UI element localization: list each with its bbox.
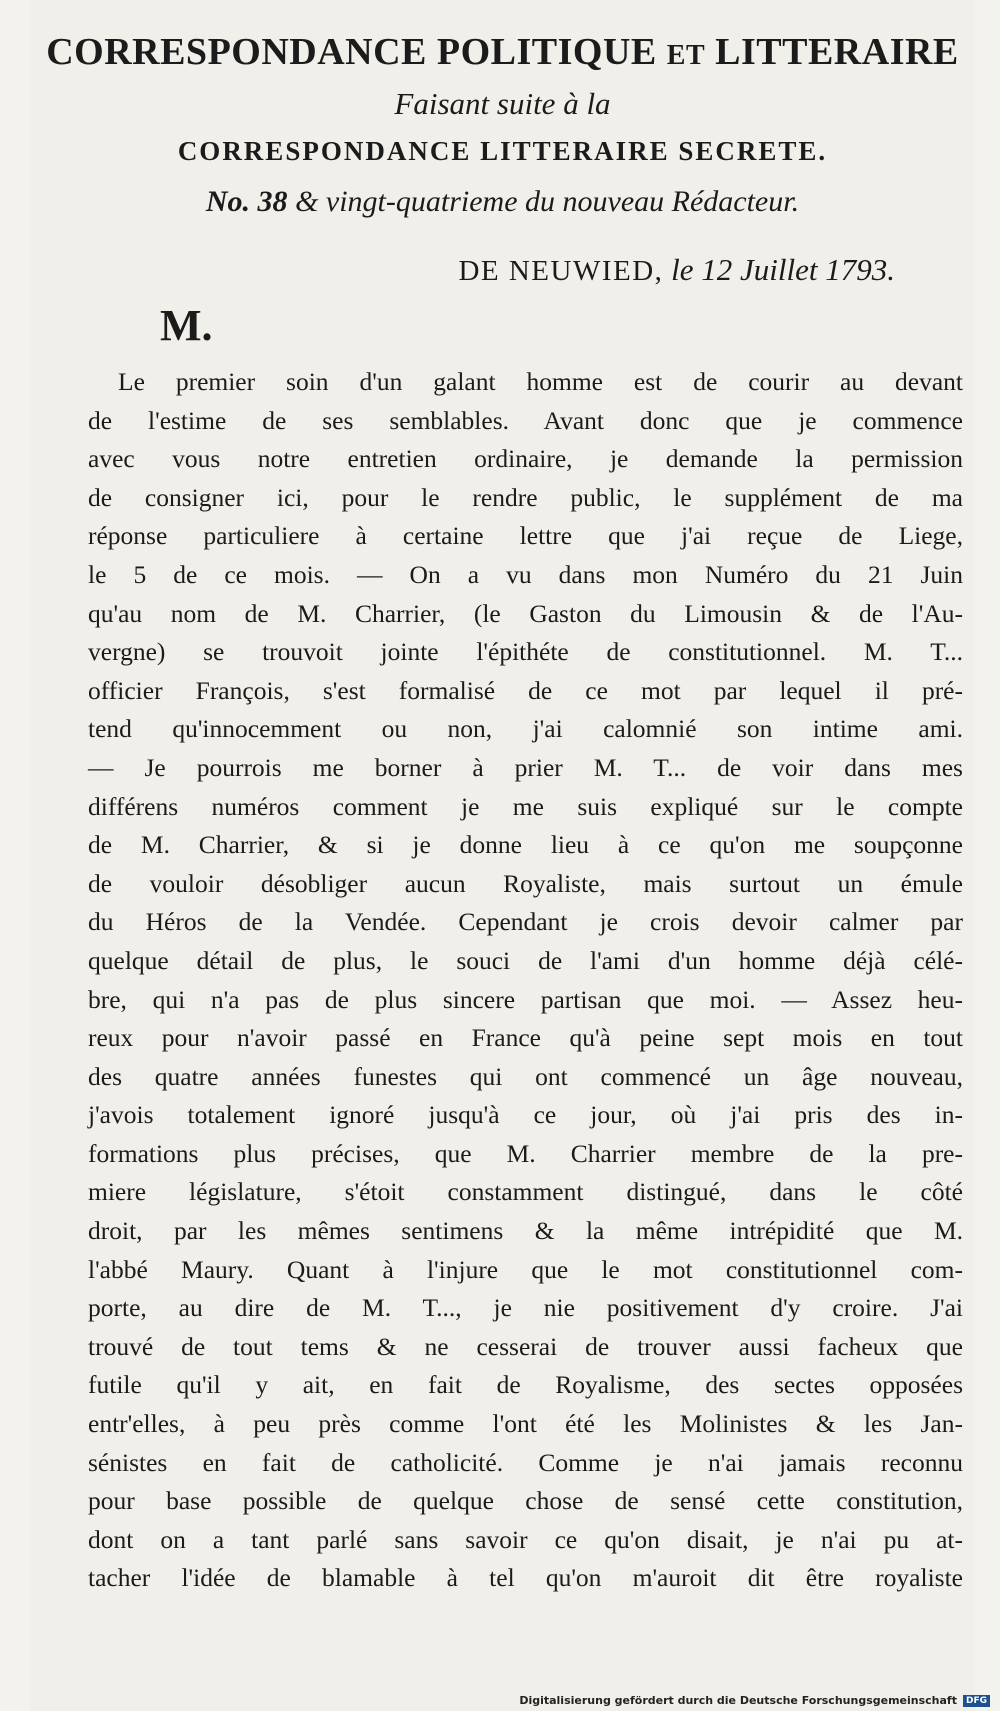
text-line: droit, par les mêmes sentimens & la même intrépidité que M. <box>88 1216 963 1246</box>
text-line: formations plus précises, que M. Charrier membre de la pre- <box>88 1138 963 1168</box>
text-line: futile qu'il y ait, en fait de Royalisme, des sectes opposées <box>88 1370 963 1400</box>
salutation: M. <box>160 301 213 350</box>
masthead-title <box>30 30 975 74</box>
text-line: pour base possible de quelque chose de sensé cette constitution, <box>88 1486 963 1516</box>
issue-number-label: No. 38 <box>205 185 288 218</box>
text-line: — Je pourrois me borner à prier M. T... de voir dans mes <box>88 752 963 782</box>
text-line: Le premier soin d'un galant homme est de courir au devant <box>118 367 963 396</box>
text-line: sénistes en fait de catholicité. Comme je n'ai jamais reconnu <box>88 1447 963 1477</box>
document-page <box>30 0 975 1711</box>
masthead-title-et: ET <box>666 40 706 71</box>
digitization-credit <box>519 1694 990 1707</box>
letter-body <box>88 363 963 1598</box>
text-line: du Héros de la Vendée. Cependant je crois devoir calmer par <box>88 907 963 937</box>
digitization-credit-text: Digitalisierung gefördert durch die Deutsche Forschungsgemeinschaft <box>519 1694 957 1707</box>
text-line: entr'elles, à peu près comme l'ont été les Molinistes & les Jan- <box>88 1409 963 1439</box>
text-line: miere législature, s'étoit constamment distingué, dans le côté <box>88 1177 963 1207</box>
text-line: officier François, s'est formalisé de ce mot par lequel il pré- <box>88 675 963 705</box>
dateline <box>458 252 895 288</box>
text-line: quelque détail de plus, le souci de l'ami d'un homme déjà célé- <box>88 945 963 975</box>
issue-number-detail: & vingt-quatrieme du nouveau Rédacteur. <box>295 185 800 218</box>
text-line: porte, au dire de M. T..., je nie positivement d'y croire. J'ai <box>88 1293 963 1323</box>
text-line: j'avois totalement ignoré jusqu'à ce jour, où j'ai pris des in- <box>88 1100 963 1130</box>
dfg-logo: DFG <box>963 1695 990 1707</box>
masthead-subtitle: Faisant suite à la <box>394 86 611 121</box>
text-line: tacher l'idée de blamable à tel qu'on m'auroit dit être royaliste <box>88 1563 963 1593</box>
masthead-title-part2: LITTERAIRE <box>715 31 959 73</box>
text-line: de consigner ici, pour le rendre public, le supplément de ma <box>88 482 963 512</box>
text-line: le 5 de ce mois. — On a vu dans mon Numéro du 21 Juin <box>88 559 963 589</box>
text-line: dont on a tant parlé sans savoir ce qu'on disait, je n'ai pu at- <box>88 1524 963 1554</box>
text-line: différens numéros comment je me suis expliqué sur le compte <box>88 791 963 821</box>
issue-number <box>30 185 975 219</box>
text-line: avec vous notre entretien ordinaire, je demande la permission <box>88 444 963 474</box>
text-line: l'abbé Maury. Quant à l'injure que le mot constitutionnel com- <box>88 1254 963 1284</box>
dateline-date: le 12 Juillet 1793. <box>671 252 895 287</box>
text-line: vergne) se trouvoit jointe l'épithéte de constitutionnel. M. T... <box>88 637 963 667</box>
text-line: de l'estime de ses semblables. Avant donc que je commence <box>88 405 963 435</box>
text-line: trouvé de tout tems & ne cesserai de trouver aussi facheux que <box>88 1331 963 1361</box>
dateline-place: DE NEUWIED, <box>458 255 664 287</box>
text-line: reux pour n'avoir passé en France qu'à peine sept mois en tout <box>88 1023 963 1053</box>
text-line: bre, qui n'a pas de plus sincere partisan que moi. — Assez heu- <box>88 984 963 1014</box>
text-line: tend qu'innocemment ou non, j'ai calomnié son intime ami. <box>88 714 963 744</box>
text-line: réponse particuliere à certaine lettre que j'ai reçue de Liege, <box>88 521 963 551</box>
text-line: des quatre années funestes qui ont commencé un âge nouveau, <box>88 1061 963 1091</box>
masthead-title-part1: CORRESPONDANCE POLITIQUE <box>46 31 657 73</box>
text-line: de vouloir désobliger aucun Royaliste, mais surtout un émule <box>88 868 963 898</box>
text-line: qu'au nom de M. Charrier, (le Gaston du Limousin & de l'Au- <box>88 598 963 628</box>
text-line: de M. Charrier, & si je donne lieu à ce qu'on me soupçonne <box>88 830 963 860</box>
masthead-secondary-title: CORRESPONDANCE LITTERAIRE SECRETE. <box>177 136 828 166</box>
